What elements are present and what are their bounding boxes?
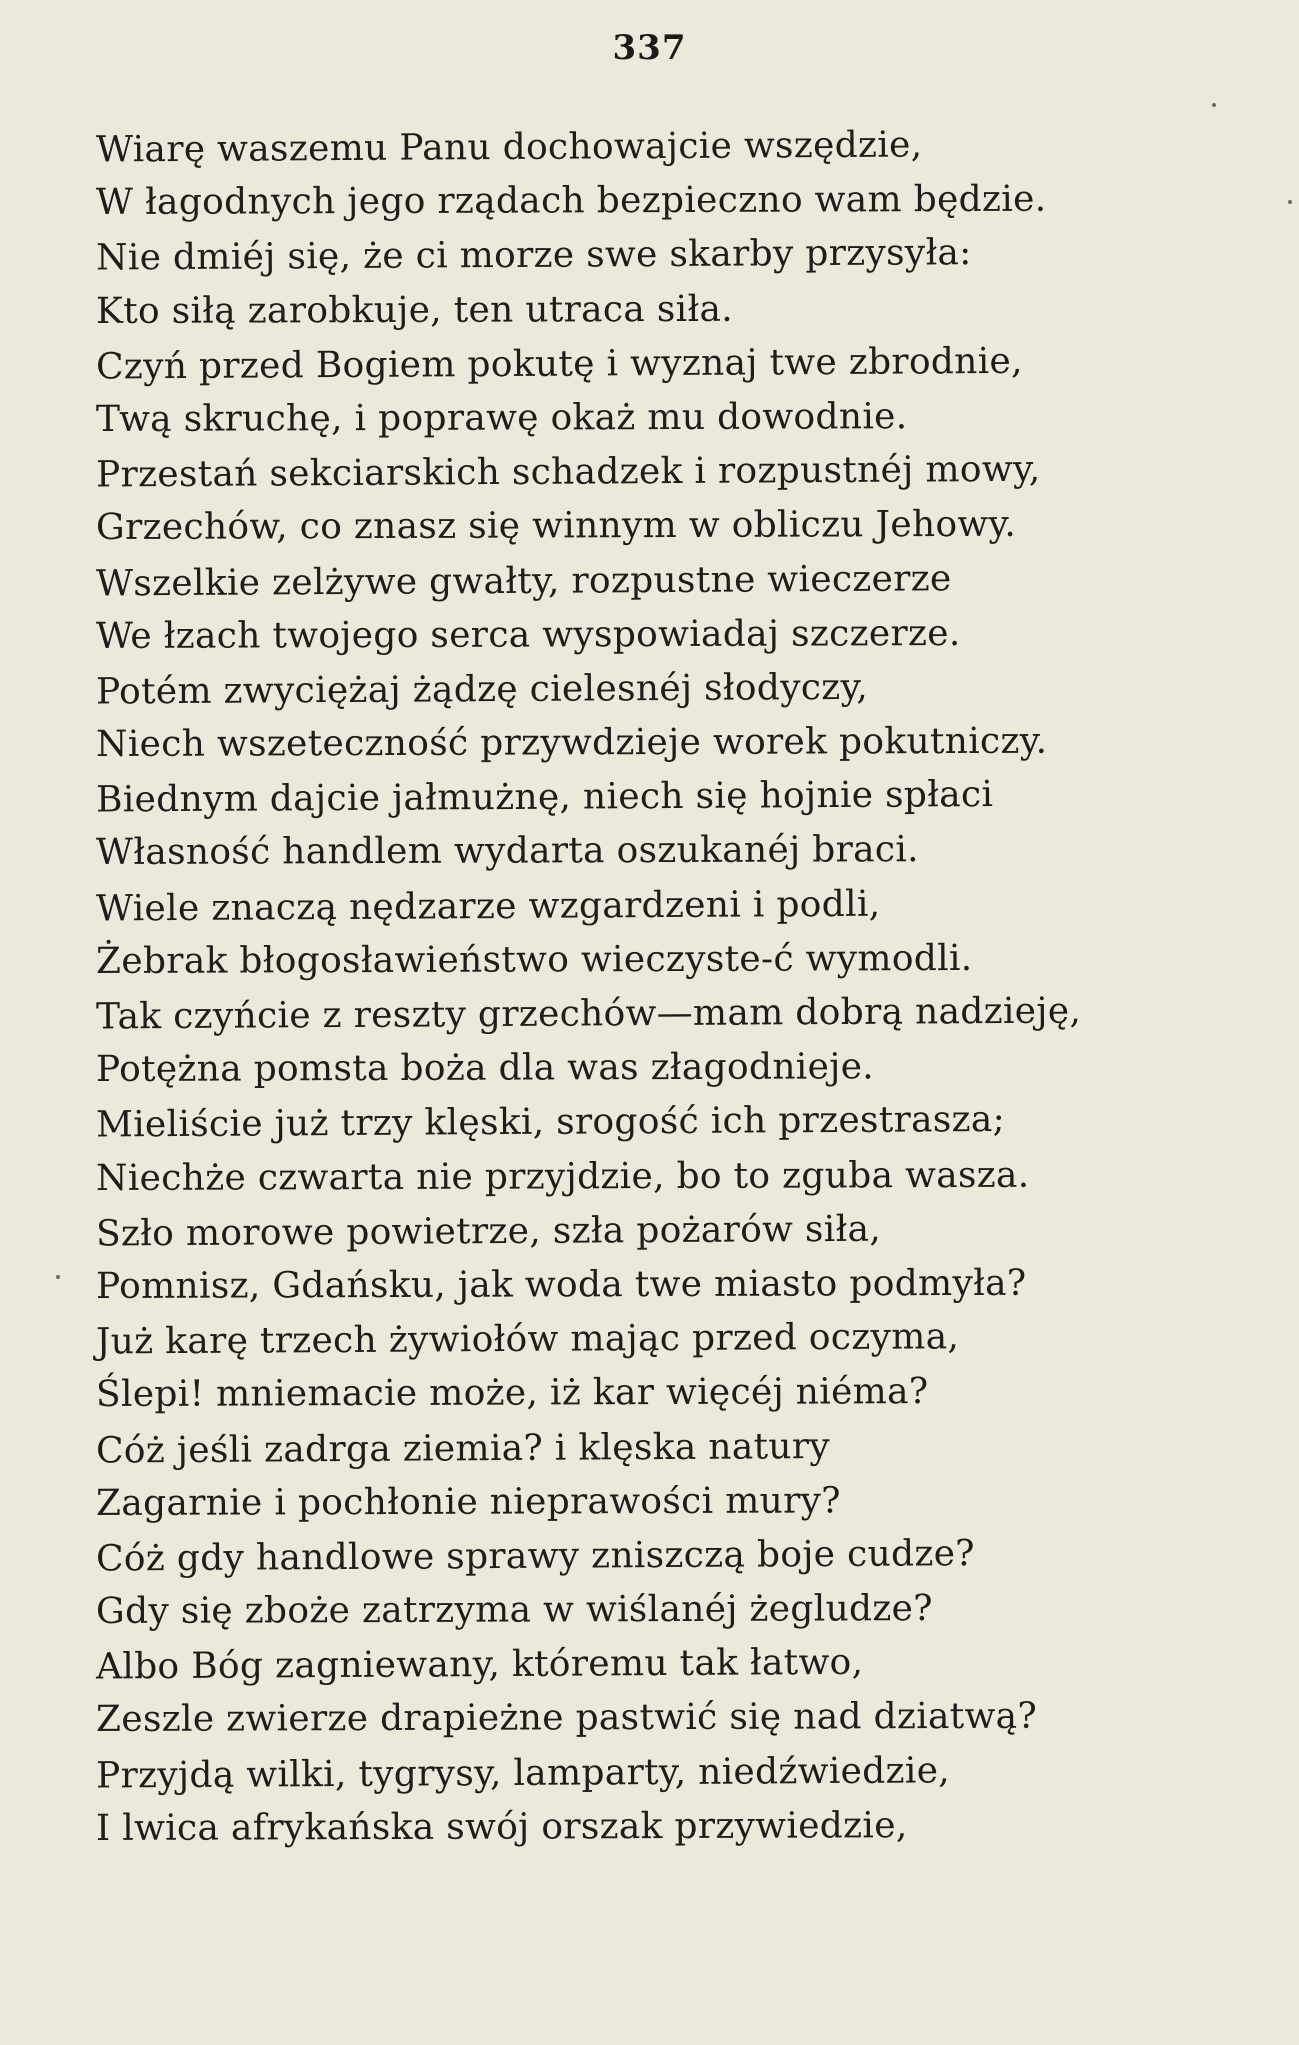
poem-line: Kto siłą zarobkuje, ten utraca siła. (95, 288, 733, 332)
poem-line: Czyń przed Bogiem pokutę i wyznaj twe zbrodnie, (95, 340, 1023, 388)
poem-line: Żebrak błogosławieństwo wieczyste-ć wymodli. (95, 937, 973, 982)
paper-speck (1212, 103, 1216, 107)
poem-line: Przyjdą wilki, tygrysy, lamparty, niedźwiedzie, (95, 1749, 951, 1797)
poem-line: Tak czyńcie z reszty grzechów—mam dobrą nadzieję, (95, 990, 1082, 1038)
poem-line: Twą skruchę, i poprawę okaż mu dowodnie. (95, 396, 908, 440)
poem-line: Wiele znaczą nędzarze wzgardzeni i podli, (95, 883, 881, 930)
poem-line: Przestań sekciarskich schadzek i rozpustnéj mowy, (95, 448, 1041, 496)
poem-text (96, 120, 1246, 1854)
poem-line: Cóż gdy handlowe sprawy zniszczą boje cudze? (95, 1533, 975, 1580)
poem-line: Pomnisz, Gdańsku, jak woda twe miasto podmyła? (95, 1262, 1027, 1307)
poem-line: Szło morowe powietrze, szła pożarów siła, (95, 1208, 882, 1255)
poem-line: Już karę trzech żywiołów mając przed oczyma, (95, 1316, 960, 1363)
poem-line: Biednym dajcie jałmużnę, niech się hojnie spłaci (95, 774, 994, 821)
poem-line: W łagodnych jego rządach bezpieczno wam będzie. (95, 178, 1047, 224)
poem-line: Zeszle zwierze drapieżne pastwić się nad dziatwą? (95, 1696, 1038, 1741)
poem-line: Zagarnie i pochłonie nieprawości mury? (95, 1480, 841, 1524)
poem-line: Cóż jeśli zadrga ziemia? i klęska natury (95, 1425, 831, 1472)
poem-line: We łzach twojego serca wyspowiadaj szczerze. (95, 612, 961, 657)
poem-line: Potężna pomsta boża dla was złagodnieje. (95, 1046, 875, 1091)
paper-speck (56, 1275, 60, 1279)
poem-line: Potém zwyciężaj żądzę cielesnéj słodyczy, (95, 666, 869, 713)
page-number: 337 (612, 28, 687, 68)
poem-line: Ślepi! mniemacie może, iż kar więcéj niéma? (95, 1371, 929, 1416)
poem-line: Niech wszeteczność przywdzieje worek pokutniczy. (95, 720, 1048, 766)
poem-line: Albo Bóg zagniewany, któremu tak łatwo, (95, 1642, 864, 1688)
poem-line: Gdy się zboże zatrzyma w wiślanéj żegludze? (95, 1588, 933, 1633)
poem-line: Wiarę waszemu Panu dochowajcie wszędzie, (95, 124, 923, 171)
poem-line: Grzechów, co znasz się winnym w obliczu Jehowy. (95, 504, 1017, 549)
poem-line: I lwica afrykańska swój orszak przywiedzie, (95, 1804, 908, 1849)
poem-line: Niechże czwarta nie przyjdzie, bo to zguba wasza. (95, 1154, 1030, 1199)
paper-speck (1288, 200, 1292, 204)
poem-line: Mieliście już trzy klęski, srogość ich przestrasza; (95, 1099, 1006, 1146)
poem-line: Nie dmiéj się, że ci morze swe skarby przysyła: (95, 232, 972, 279)
poem-line: Wszelkie zelżywe gwałty, rozpustne wieczerze (95, 557, 952, 605)
poem-line: Własność handlem wydarta oszukanéj braci. (95, 829, 919, 874)
